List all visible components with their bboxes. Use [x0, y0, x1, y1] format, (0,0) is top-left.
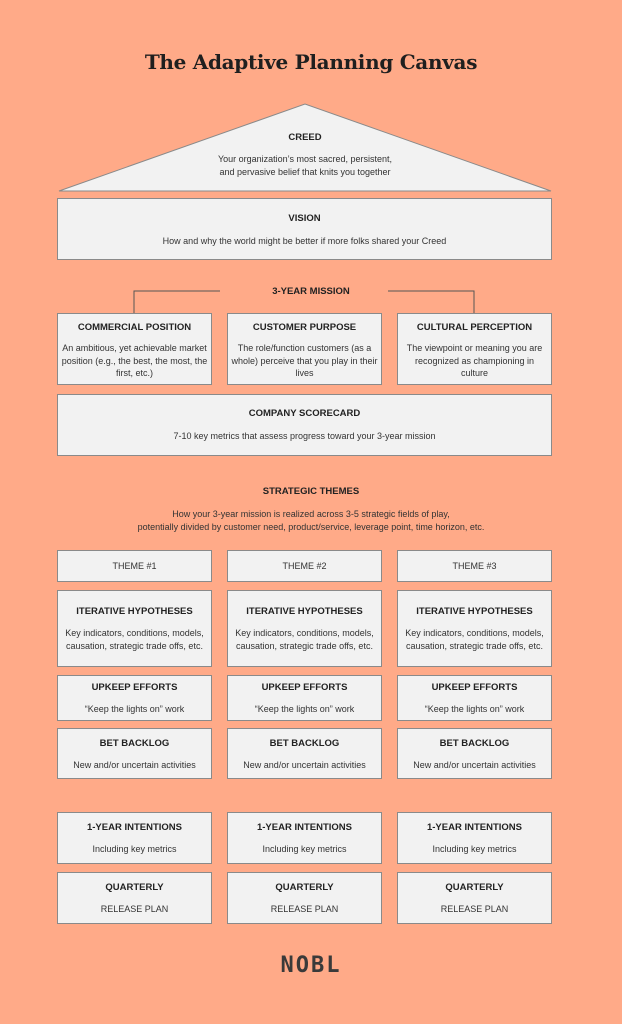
theme-1-bet-backlog-box [57, 728, 212, 779]
theme-2-quarterly-heading: QUARTERLY [275, 882, 334, 893]
theme-3-quarterly-text: RELEASE PLAN [440, 904, 509, 914]
theme-1-intentions-heading: 1-YEAR INTENTIONS [86, 822, 182, 833]
commercial-position-heading: COMMERCIAL POSITION [77, 322, 192, 333]
vision-box [57, 198, 552, 260]
theme-2-label-box [227, 550, 382, 582]
theme-1-hypotheses-heading: ITERATIVE HYPOTHESES [76, 606, 193, 617]
customer-line-1: The role/function customers (as a [237, 343, 372, 353]
theme-2-hypotheses-line-1: Key indicators, conditions, models, [235, 628, 374, 638]
theme-1-upkeep-heading: UPKEEP EFFORTS [91, 682, 178, 693]
theme-1-quarterly-box [57, 872, 212, 924]
theme-3-intentions-text: Including key metrics [432, 844, 517, 854]
theme-3-quarterly-heading: QUARTERLY [445, 882, 504, 893]
theme-2-upkeep-heading: UPKEEP EFFORTS [261, 682, 348, 693]
theme-2-bet-text: New and/or uncertain activities [243, 760, 366, 770]
theme-2-hypotheses-box [227, 590, 382, 667]
strategic-themes-line-1: How your 3-year mission is realized across 3-5 strategic fields of play, [172, 509, 450, 519]
theme-3-quarterly-box [397, 872, 552, 924]
strategic-themes-block [0, 486, 622, 533]
theme-3-upkeep-box [397, 675, 552, 721]
theme-2-bet-backlog-box [227, 728, 382, 779]
customer-purpose-heading: CUSTOMER PURPOSE [252, 322, 357, 333]
theme-3-upkeep-heading: UPKEEP EFFORTS [431, 682, 518, 693]
theme-1-label-box [57, 550, 212, 582]
cultural-perception-box [397, 313, 552, 385]
theme-3-bet-text: New and/or uncertain activities [413, 760, 536, 770]
theme-1-upkeep-box [57, 675, 212, 721]
cultural-line-1: The viewpoint or meaning you are [406, 343, 543, 353]
theme-3-hypotheses-line-1: Key indicators, conditions, models, [405, 628, 544, 638]
theme-2-upkeep-box [227, 675, 382, 721]
commercial-line-1: An ambitious, yet achievable market [62, 343, 207, 353]
nobl-logo [0, 953, 622, 978]
vision-heading: VISION [288, 213, 321, 224]
theme-1-intentions-box [57, 812, 212, 864]
theme-1-label: THEME #1 [112, 561, 157, 571]
customer-line-2: whole) perceive that you play in their [231, 355, 378, 366]
theme-3-intentions-box [397, 812, 552, 864]
cultural-line-2: recognized as championing in [414, 355, 535, 366]
theme-3-hypotheses-heading: ITERATIVE HYPOTHESES [416, 606, 533, 617]
creed-heading: CREED [288, 132, 322, 143]
theme-1-hypotheses-line-2: causation, strategic trade offs, etc. [66, 640, 203, 651]
theme-1-hypotheses-line-1: Key indicators, conditions, models, [65, 628, 204, 638]
strategic-themes-line-2: potentially divided by customer need, product/service, leverage point, time horizon, etc. [137, 521, 485, 532]
theme-1-upkeep-text: “Keep the lights on” work [84, 704, 185, 714]
nobl-logo-text: NOBL [280, 953, 342, 978]
theme-1-intentions-text: Including key metrics [92, 844, 177, 854]
theme-3-intentions-heading: 1-YEAR INTENTIONS [426, 822, 522, 833]
theme-2-upkeep-text: “Keep the lights on” work [254, 704, 355, 714]
theme-2-quarterly-text: RELEASE PLAN [270, 904, 339, 914]
cultural-line-3: culture [460, 368, 488, 378]
page-title: The Adaptive Planning Canvas [144, 50, 478, 74]
commercial-line-3: first, etc.) [115, 368, 153, 378]
commercial-line-2: position (e.g., the best, the most, the [61, 355, 208, 366]
theme-1-quarterly-heading: QUARTERLY [105, 882, 164, 893]
theme-3-label-box [397, 550, 552, 582]
creed-line-2: and pervasive belief that knits you together [219, 166, 391, 177]
theme-2-quarterly-box [227, 872, 382, 924]
theme-2-intentions-text: Including key metrics [262, 844, 347, 854]
scorecard-text: 7-10 key metrics that assess progress toward your 3-year mission [173, 431, 436, 441]
customer-purpose-box [227, 313, 382, 385]
theme-1-bet-heading: BET BACKLOG [99, 738, 170, 749]
creed-line-1: Your organization’s most sacred, persistent, [217, 154, 393, 164]
theme-3-bet-backlog-box [397, 728, 552, 779]
creed-block [160, 132, 450, 178]
theme-3-upkeep-text: “Keep the lights on” work [424, 704, 525, 714]
theme-2-bet-heading: BET BACKLOG [269, 738, 340, 749]
theme-2-hypotheses-heading: ITERATIVE HYPOTHESES [246, 606, 363, 617]
customer-line-3: lives [295, 368, 314, 378]
theme-1-hypotheses-box [57, 590, 212, 667]
scorecard-heading: COMPANY SCORECARD [248, 408, 361, 419]
theme-3-label: THEME #3 [452, 561, 497, 571]
theme-3-hypotheses-line-2: causation, strategic trade offs, etc. [406, 640, 543, 651]
theme-2-label: THEME #2 [282, 561, 327, 571]
theme-2-hypotheses-line-2: causation, strategic trade offs, etc. [236, 640, 373, 651]
commercial-position-box [57, 313, 212, 385]
mission-heading: 3-YEAR MISSION [272, 286, 350, 297]
theme-2-intentions-heading: 1-YEAR INTENTIONS [256, 822, 352, 833]
cultural-perception-heading: CULTURAL PERCEPTION [416, 322, 533, 333]
theme-1-quarterly-text: RELEASE PLAN [100, 904, 169, 914]
theme-3-bet-heading: BET BACKLOG [439, 738, 510, 749]
vision-text: How and why the world might be better if more folks shared your Creed [162, 236, 447, 246]
theme-1-bet-text: New and/or uncertain activities [73, 760, 196, 770]
company-scorecard-box [57, 394, 552, 456]
strategic-themes-heading: STRATEGIC THEMES [262, 486, 360, 497]
theme-3-hypotheses-box [397, 590, 552, 667]
theme-2-intentions-box [227, 812, 382, 864]
